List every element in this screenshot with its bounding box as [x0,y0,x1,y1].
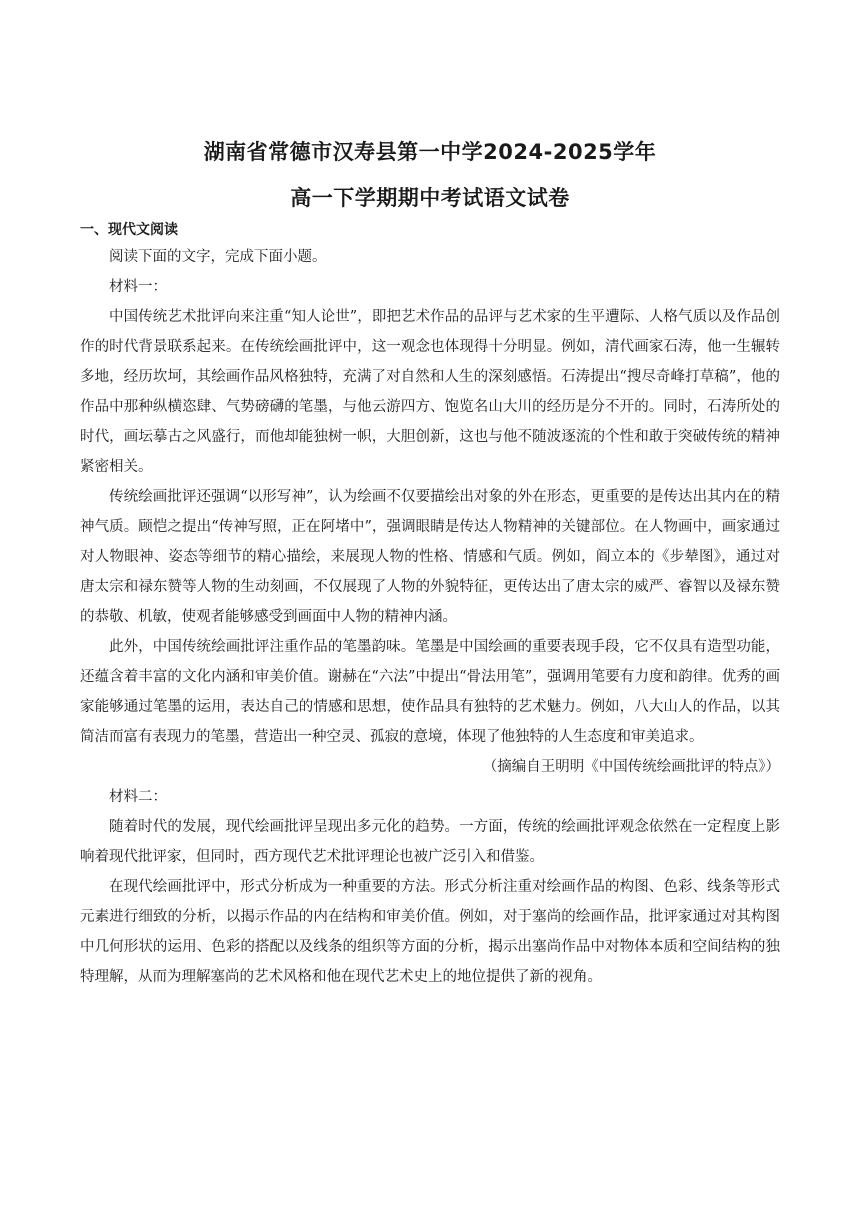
material2-label: 材料二： [109,789,167,805]
material1-source: （摘编自王明明《中国传统绘画批评的特点》） [482,759,780,775]
material1-paragraph: 传统绘画批评还强调“以形写神”，认为绘画不仅要描绘出对象的外在形态，更重要的是传达出其内在的精神气质。顾恺之提出“传神写照，正在阿堵中”，强调眼睛是传达人物精神的关键部位。在人物画中，画家通过对人物眼神、姿态等细节的精心描绘，来展现人物的性格、情感和气质。例如，阎立本的《步辇图》，通过对唐太宗和禄东赞等人物的生动刻画，不仅展现了人物的外貌特征，更传达出了唐太宗的威严、睿智以及禄东赞的恭敬、机敏，使观者能够感受到画面中人物的精神内涵。 [80,489,780,625]
material1-paragraph: 此外，中国传统绘画批评注重作品的笔墨韵味。笔墨是中国绘画的重要表现手段，它不仅具有造型功能，还蕴含着丰富的文化内涵和审美价值。谢赫在“六法”中提出“骨法用笔”，强调用笔要有力度和韵律。优秀的画家能够通过笔墨的运用，表达自己的情感和思想，使作品具有独特的艺术魅力。例如，八大山人的作品，以其简洁而富有表现力的笔墨，营造出一种空灵、孤寂的意境，体现了他独特的人生态度和审美追求。 [80,639,780,745]
material1-paragraph: 中国传统艺术批评向来注重“知人论世”，即把艺术作品的品评与艺术家的生平遭际、人格气质以及作品创作的时代背景联系起来。在传统绘画批评中，这一观念也体现得十分明显。例如，清代画家石涛，他一生辗转多地，经历坎坷，其绘画作品风格独特，充满了对自然和人生的深刻感悟。石涛提出“搜尽奇峰打草稿”，他的作品中那种纵横恣肆、气势磅礴的笔墨，与他云游四方、饱览名山大川的经历是分不开的。同时，石涛所处的时代，画坛摹古之风盛行，而他却能独树一帜，大胆创新，这也与他不随波逐流的个性和敢于突破传统的精神紧密相关。 [80,309,780,475]
material1-label: 材料一： [109,279,167,295]
section-heading: 一、现代文阅读 [80,222,178,238]
reading-passage [80,242,780,992]
exam-title-line1: 湖南省常德市汉寿县第一中学2024-2025学年 [203,140,657,164]
instruction-text: 阅读下面的文字，完成下面小题。 [109,249,327,265]
material2-paragraph: 在现代绘画批评中，形式分析成为一种重要的方法。形式分析注重对绘画作品的构图、色彩、线条等形式元素进行细致的分析，以揭示作品的内在结构和审美价值。例如，对于塞尚的绘画作品，批评家通过对其构图中几何形状的运用、色彩的搭配以及线条的组织等方面的分析，揭示出塞尚作品中对物体本质和空间结构的独特理解，从而为理解塞尚的艺术风格和他在现代艺术史上的地位提供了新的视角。 [80,879,780,985]
exam-title-line2: 高一下学期期中考试语文试卷 [290,186,570,210]
material2-paragraph: 随着时代的发展，现代绘画批评呈现出多元化的趋势。一方面，传统的绘画批评观念依然在一定程度上影响着现代批评家，但同时，西方现代艺术批评理论也被广泛引入和借鉴。 [80,819,780,865]
